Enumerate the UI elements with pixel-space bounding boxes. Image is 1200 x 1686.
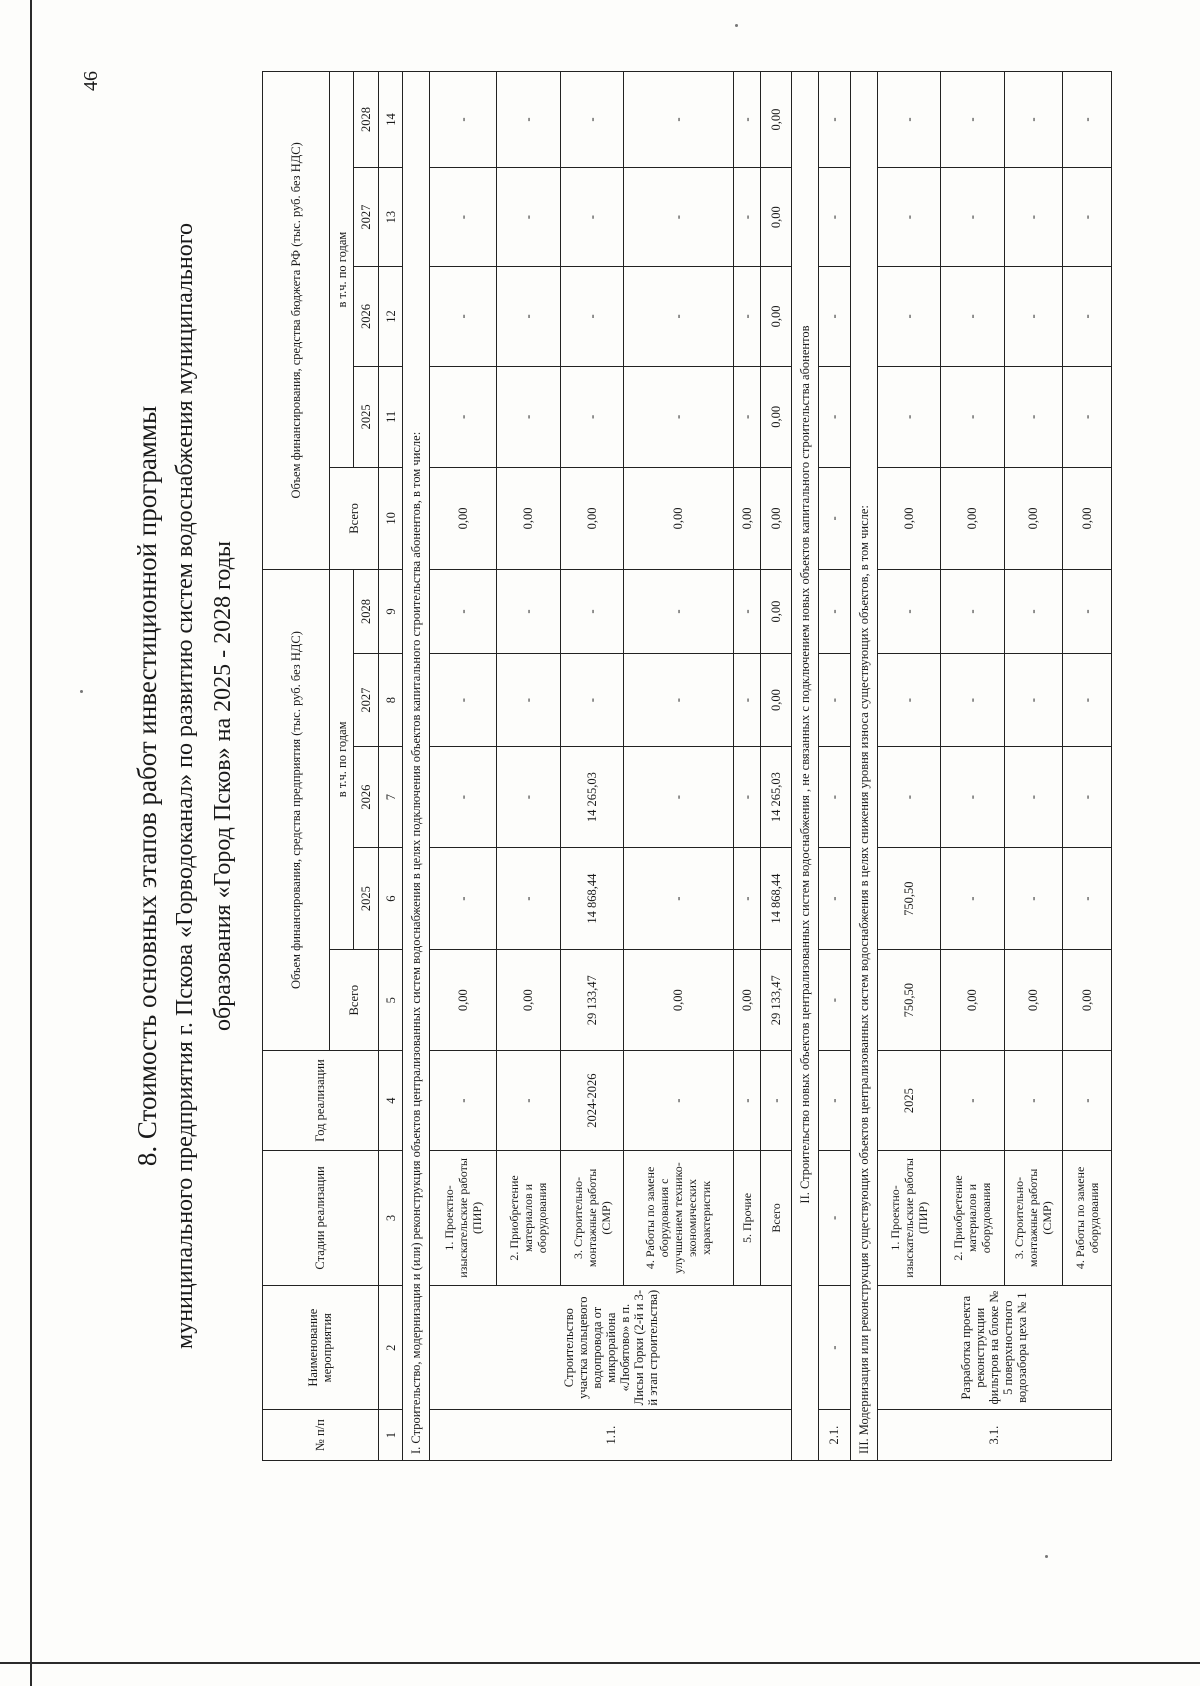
value-cell: - — [1004, 366, 1063, 468]
value-cell: - — [497, 168, 560, 267]
value-cell: 0,00 — [760, 569, 792, 654]
row-num: 3.1. — [877, 1410, 1111, 1461]
value-cell: 14 265,03 — [560, 746, 623, 848]
value-cell: - — [1063, 848, 1112, 950]
value-cell: - — [733, 72, 760, 168]
value-cell: - — [1063, 746, 1112, 848]
value-cell: - — [733, 654, 760, 747]
value-cell: - — [819, 949, 851, 1051]
value-cell: - — [624, 654, 734, 747]
value-cell: 29 133,47 — [560, 949, 623, 1051]
value-cell: - — [733, 168, 760, 267]
value-cell: - — [497, 366, 560, 468]
colnum: 5 — [378, 949, 402, 1051]
section-heading-row — [850, 72, 877, 1461]
value-cell: - — [819, 654, 851, 747]
value-cell: - — [941, 366, 1004, 468]
value-cell: - — [560, 72, 623, 168]
value-cell: 0,00 — [941, 468, 1004, 570]
year-cell: - — [430, 1051, 497, 1150]
value-cell: - — [1004, 267, 1063, 366]
year-cell: - — [733, 1051, 760, 1150]
value-cell: - — [819, 366, 851, 468]
table-row — [497, 72, 560, 1461]
stage-cell: - — [819, 1150, 851, 1285]
value-cell: - — [733, 366, 760, 468]
value-cell: 0,00 — [497, 468, 560, 570]
value-cell: - — [430, 168, 497, 267]
value-cell: - — [624, 168, 734, 267]
value-cell: 0,00 — [941, 949, 1004, 1051]
value-cell: - — [430, 848, 497, 950]
stage-cell: 1. Проектно-изыскательские работы (ПИР) — [877, 1150, 940, 1285]
value-cell: 14 265,03 — [760, 746, 792, 848]
title-line-2: муниципального предприятия г. Пскова «Горводоканал» по развитию систем водоснабжения муниципального — [172, 223, 198, 1349]
table-row — [941, 72, 1004, 1461]
year-cell: - — [1063, 1051, 1112, 1150]
value-cell: - — [819, 848, 851, 950]
value-cell: - — [497, 569, 560, 654]
page-number: 46 — [80, 71, 102, 91]
header-by-years: в т.ч. по годам — [330, 569, 354, 949]
section-heading-row — [403, 72, 430, 1461]
year-cell: 2025 — [877, 1051, 940, 1150]
value-cell: - — [877, 72, 940, 168]
colnum: 4 — [378, 1051, 402, 1150]
value-cell: - — [624, 848, 734, 950]
value-cell: - — [560, 168, 623, 267]
value-cell: - — [1004, 168, 1063, 267]
value-cell: 0,00 — [497, 949, 560, 1051]
value-cell: - — [1063, 168, 1112, 267]
table-row — [560, 72, 623, 1461]
year-cell: - — [1004, 1051, 1063, 1150]
header-year-cell: 2027 — [354, 168, 378, 267]
year-cell: 2024-2026 — [560, 1051, 623, 1150]
year-cell: - — [624, 1051, 734, 1150]
value-cell: 0,00 — [760, 168, 792, 267]
value-cell: - — [877, 267, 940, 366]
value-cell: - — [430, 569, 497, 654]
value-cell: - — [877, 746, 940, 848]
value-cell: - — [1004, 72, 1063, 168]
value-cell: 0,00 — [624, 468, 734, 570]
value-cell: - — [733, 746, 760, 848]
value-cell: - — [941, 267, 1004, 366]
value-cell: - — [877, 168, 940, 267]
value-cell: 0,00 — [430, 468, 497, 570]
value-cell: - — [733, 848, 760, 950]
value-cell: - — [941, 72, 1004, 168]
value-cell: - — [430, 267, 497, 366]
project-name: Строительство участка кольцевого водопровода от микрорайона «Любятово» в п. Лисьи Горки (2-й и 3-й этап строительства) — [430, 1286, 792, 1410]
value-cell: - — [1063, 366, 1112, 468]
value-cell: - — [497, 267, 560, 366]
value-cell: 0,00 — [733, 468, 760, 570]
value-cell: 0,00 — [760, 267, 792, 366]
value-cell: 0,00 — [760, 654, 792, 747]
value-cell: - — [877, 569, 940, 654]
header-year-cell: 2028 — [354, 569, 378, 654]
value-cell: - — [430, 366, 497, 468]
value-cell: 29 133,47 — [760, 949, 792, 1051]
value-cell: - — [560, 654, 623, 747]
year-cell: - — [941, 1051, 1004, 1150]
value-cell: - — [624, 267, 734, 366]
colnum: 1 — [378, 1410, 402, 1461]
value-cell: - — [624, 569, 734, 654]
value-cell: 0,00 — [877, 468, 940, 570]
value-cell: - — [560, 569, 623, 654]
stage-cell: Всего — [760, 1150, 792, 1285]
value-cell: - — [624, 746, 734, 848]
table-row — [1063, 72, 1112, 1461]
value-cell: - — [819, 746, 851, 848]
stage-cell: 5. Прочие — [733, 1150, 760, 1285]
value-cell: 0,00 — [1004, 468, 1063, 570]
colnum: 7 — [378, 746, 402, 848]
value-cell: 0,00 — [430, 949, 497, 1051]
value-cell: - — [819, 468, 851, 570]
stage-cell: 2. Приобретение материалов и оборудования — [941, 1150, 1004, 1285]
value-cell: - — [624, 366, 734, 468]
header-year-cell: 2026 — [354, 746, 378, 848]
value-cell: - — [941, 168, 1004, 267]
value-cell: - — [624, 72, 734, 168]
table-row — [1004, 72, 1063, 1461]
value-cell: 14 868,44 — [560, 848, 623, 950]
column-number-row — [378, 72, 402, 1461]
value-cell: - — [1004, 848, 1063, 950]
title-line-1: 8. Стоимость основных этапов работ инвестиционной программы — [132, 405, 162, 1167]
colnum: 13 — [378, 168, 402, 267]
value-cell: - — [819, 569, 851, 654]
value-cell: - — [1063, 569, 1112, 654]
header-stage: Стадии реализации — [263, 1150, 379, 1285]
colnum: 11 — [378, 366, 402, 468]
value-cell: - — [941, 848, 1004, 950]
header-name: Наименование мероприятия — [263, 1286, 379, 1410]
value-cell: - — [497, 746, 560, 848]
value-cell: - — [1063, 72, 1112, 168]
value-cell: - — [1063, 654, 1112, 747]
header-year-cell: 2026 — [354, 267, 378, 366]
header-year-cell: 2025 — [354, 366, 378, 468]
value-cell: - — [430, 654, 497, 747]
value-cell: 0,00 — [1063, 949, 1112, 1051]
value-cell: - — [941, 569, 1004, 654]
value-cell: - — [1004, 569, 1063, 654]
colnum: 6 — [378, 848, 402, 950]
header-total: Всего — [330, 468, 379, 570]
section-1-heading: I. Строительство, модернизация и (или) реконструкция объектов централизованных систем водоснабжения в целях подключения объектов капитального строительства абонентов, в том числе: — [403, 72, 430, 1461]
header-num: № п/п — [263, 1410, 379, 1461]
colnum: 3 — [378, 1150, 402, 1285]
value-cell: - — [497, 72, 560, 168]
stage-cell: 4. Работы по замене оборудования с улучшением технико-экономических характеристик — [624, 1150, 734, 1285]
value-cell: - — [819, 168, 851, 267]
year-cell: - — [497, 1051, 560, 1150]
value-cell: 0,00 — [560, 468, 623, 570]
value-cell: 0,00 — [624, 949, 734, 1051]
value-cell: - — [560, 366, 623, 468]
value-cell: 750,50 — [877, 949, 940, 1051]
colnum: 14 — [378, 72, 402, 168]
value-cell: - — [1004, 654, 1063, 747]
colnum: 12 — [378, 267, 402, 366]
section-2-heading: II. Строительство новых объектов централизованных систем водоснабжения , не связанных с подключением новых объектов капитального строительства абонентов — [792, 72, 819, 1461]
value-cell: - — [819, 72, 851, 168]
project-name: Разработка проекта реконструкции фильтров на блоке № 5 поверхностного водозабора цеха № 1 — [877, 1286, 1111, 1410]
value-cell: - — [877, 366, 940, 468]
investment-cost-table — [262, 71, 1112, 1461]
value-cell: - — [560, 267, 623, 366]
header-year-cell: 2028 — [354, 72, 378, 168]
value-cell: 0,00 — [733, 949, 760, 1051]
stage-cell: 3. Строительно-монтажные работы (СМР) — [560, 1150, 623, 1285]
header-year: Год реализации — [263, 1051, 379, 1150]
colnum: 2 — [378, 1286, 402, 1410]
value-cell: - — [497, 654, 560, 747]
value-cell: - — [1004, 746, 1063, 848]
stage-cell: 4. Работы по замене оборудования — [1063, 1150, 1112, 1285]
title-line-3: образования «Город Псков» на 2025 - 2028 годы — [210, 540, 236, 1032]
header-budget: Объем финансирования, средства бюджета РФ (тыс. руб. без НДС) — [263, 72, 330, 570]
colnum: 8 — [378, 654, 402, 747]
table-row — [733, 72, 760, 1461]
header-row — [263, 72, 330, 1461]
value-cell: - — [941, 654, 1004, 747]
header-by-years: в т.ч. по годам — [330, 72, 354, 468]
stage-cell: 1. Проектно-изыскательские работы (ПИР) — [430, 1150, 497, 1285]
value-cell: - — [941, 746, 1004, 848]
row-num: 2.1. — [819, 1410, 851, 1461]
total-row — [760, 72, 792, 1461]
project-name: - — [819, 1286, 851, 1410]
stage-cell: 3. Строительно-монтажные работы (СМР) — [1004, 1150, 1063, 1285]
value-cell: 0,00 — [760, 468, 792, 570]
table-row — [819, 72, 851, 1461]
value-cell: 0,00 — [760, 366, 792, 468]
section-heading-row — [792, 72, 819, 1461]
header-total: Всего — [330, 949, 379, 1051]
header-enterprise: Объем финансирования, средства предприятия (тыс. руб. без НДС) — [263, 569, 330, 1051]
year-cell: - — [760, 1051, 792, 1150]
value-cell: 0,00 — [1004, 949, 1063, 1051]
row-num: 1.1. — [430, 1410, 792, 1461]
value-cell: 0,00 — [760, 72, 792, 168]
value-cell: - — [430, 72, 497, 168]
value-cell: - — [877, 654, 940, 747]
header-year-cell: 2027 — [354, 654, 378, 747]
value-cell: - — [819, 267, 851, 366]
value-cell: - — [1063, 267, 1112, 366]
table-row — [430, 72, 497, 1461]
table-row — [624, 72, 734, 1461]
value-cell: - — [430, 746, 497, 848]
value-cell: 0,00 — [1063, 468, 1112, 570]
value-cell: - — [733, 267, 760, 366]
value-cell: - — [733, 569, 760, 654]
year-cell: - — [819, 1051, 851, 1150]
stage-cell: 2. Приобретение материалов и оборудования — [497, 1150, 560, 1285]
colnum: 10 — [378, 468, 402, 570]
colnum: 9 — [378, 569, 402, 654]
document-title — [128, 56, 242, 1516]
value-cell: - — [497, 848, 560, 950]
value-cell: 750,50 — [877, 848, 940, 950]
section-3-heading: III. Модернизация или реконструкция существующих объектов централизованных систем водоснабжения в целях снижения уровня износа существующих объектов, в том числе: — [850, 72, 877, 1461]
header-year-cell: 2025 — [354, 848, 378, 950]
table-row — [877, 72, 940, 1461]
value-cell: 14 868,44 — [760, 848, 792, 950]
